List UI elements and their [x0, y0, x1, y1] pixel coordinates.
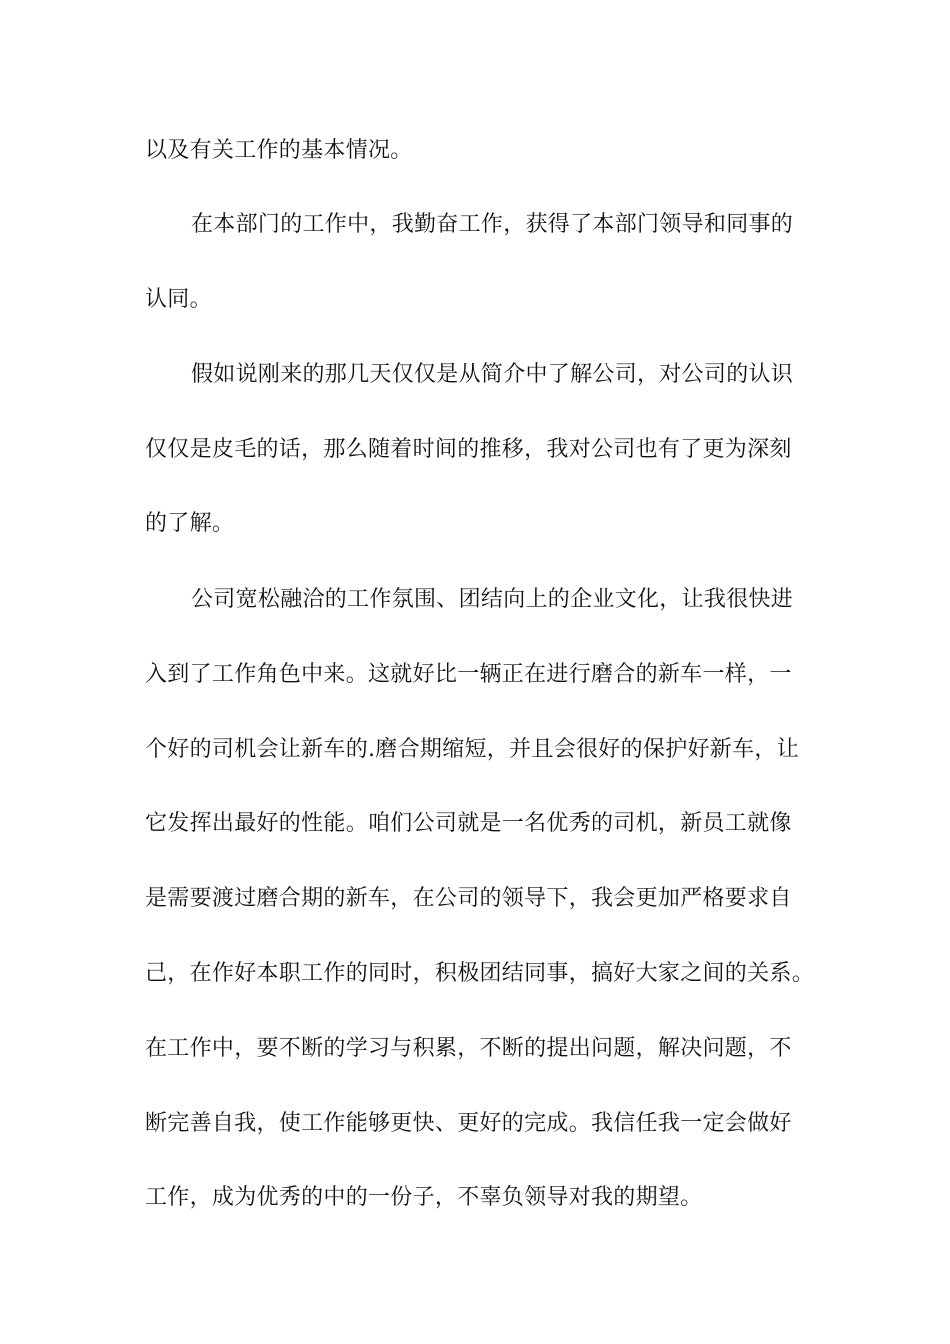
- paragraph-line: 它发挥出最好的性能。咱们公司就是一名优秀的司机，新员工就像: [145, 811, 792, 836]
- paragraph-line: 个好的司机会让新车的.磨合期缩短，并且会很好的保护好新车，让: [145, 737, 799, 762]
- paragraph-line: 认同。: [145, 287, 212, 312]
- paragraph-line: 在本部门的工作中，我勤奋工作，获得了本部门领导和同事的: [191, 212, 794, 237]
- paragraph-line: 是需要渡过磨合期的新车，在公司的领导下，我会更加严格要求自: [145, 886, 792, 911]
- paragraph-line: 己，在作好本职工作的同时，积极团结同事，搞好大家之间的关系。: [145, 961, 815, 986]
- paragraph-line: 在工作中，要不断的学习与积累，不断的提出问题，解决问题，不: [145, 1036, 792, 1061]
- paragraph-line: 公司宽松融洽的工作氛围、团结向上的企业文化，让我很快进: [191, 587, 794, 612]
- paragraph-line: 以及有关工作的基本情况。: [145, 138, 413, 163]
- paragraph-line: 断完善自我，使工作能够更快、更好的完成。我信任我一定会做好: [145, 1111, 792, 1136]
- paragraph-line: 仅仅是皮毛的话，那么随着时间的推移，我对公司也有了更为深刻: [145, 437, 792, 462]
- paragraph-line: 的了解。: [145, 511, 235, 536]
- paragraph-line: 入到了工作角色中来。这就好比一辆正在进行磨合的新车一样，一: [145, 662, 792, 687]
- paragraph-line: 工作，成为优秀的中的一份子，不辜负领导对我的期望。: [145, 1185, 703, 1210]
- paragraph-line: 假如说刚来的那几天仅仅是从简介中了解公司，对公司的认识: [191, 362, 794, 387]
